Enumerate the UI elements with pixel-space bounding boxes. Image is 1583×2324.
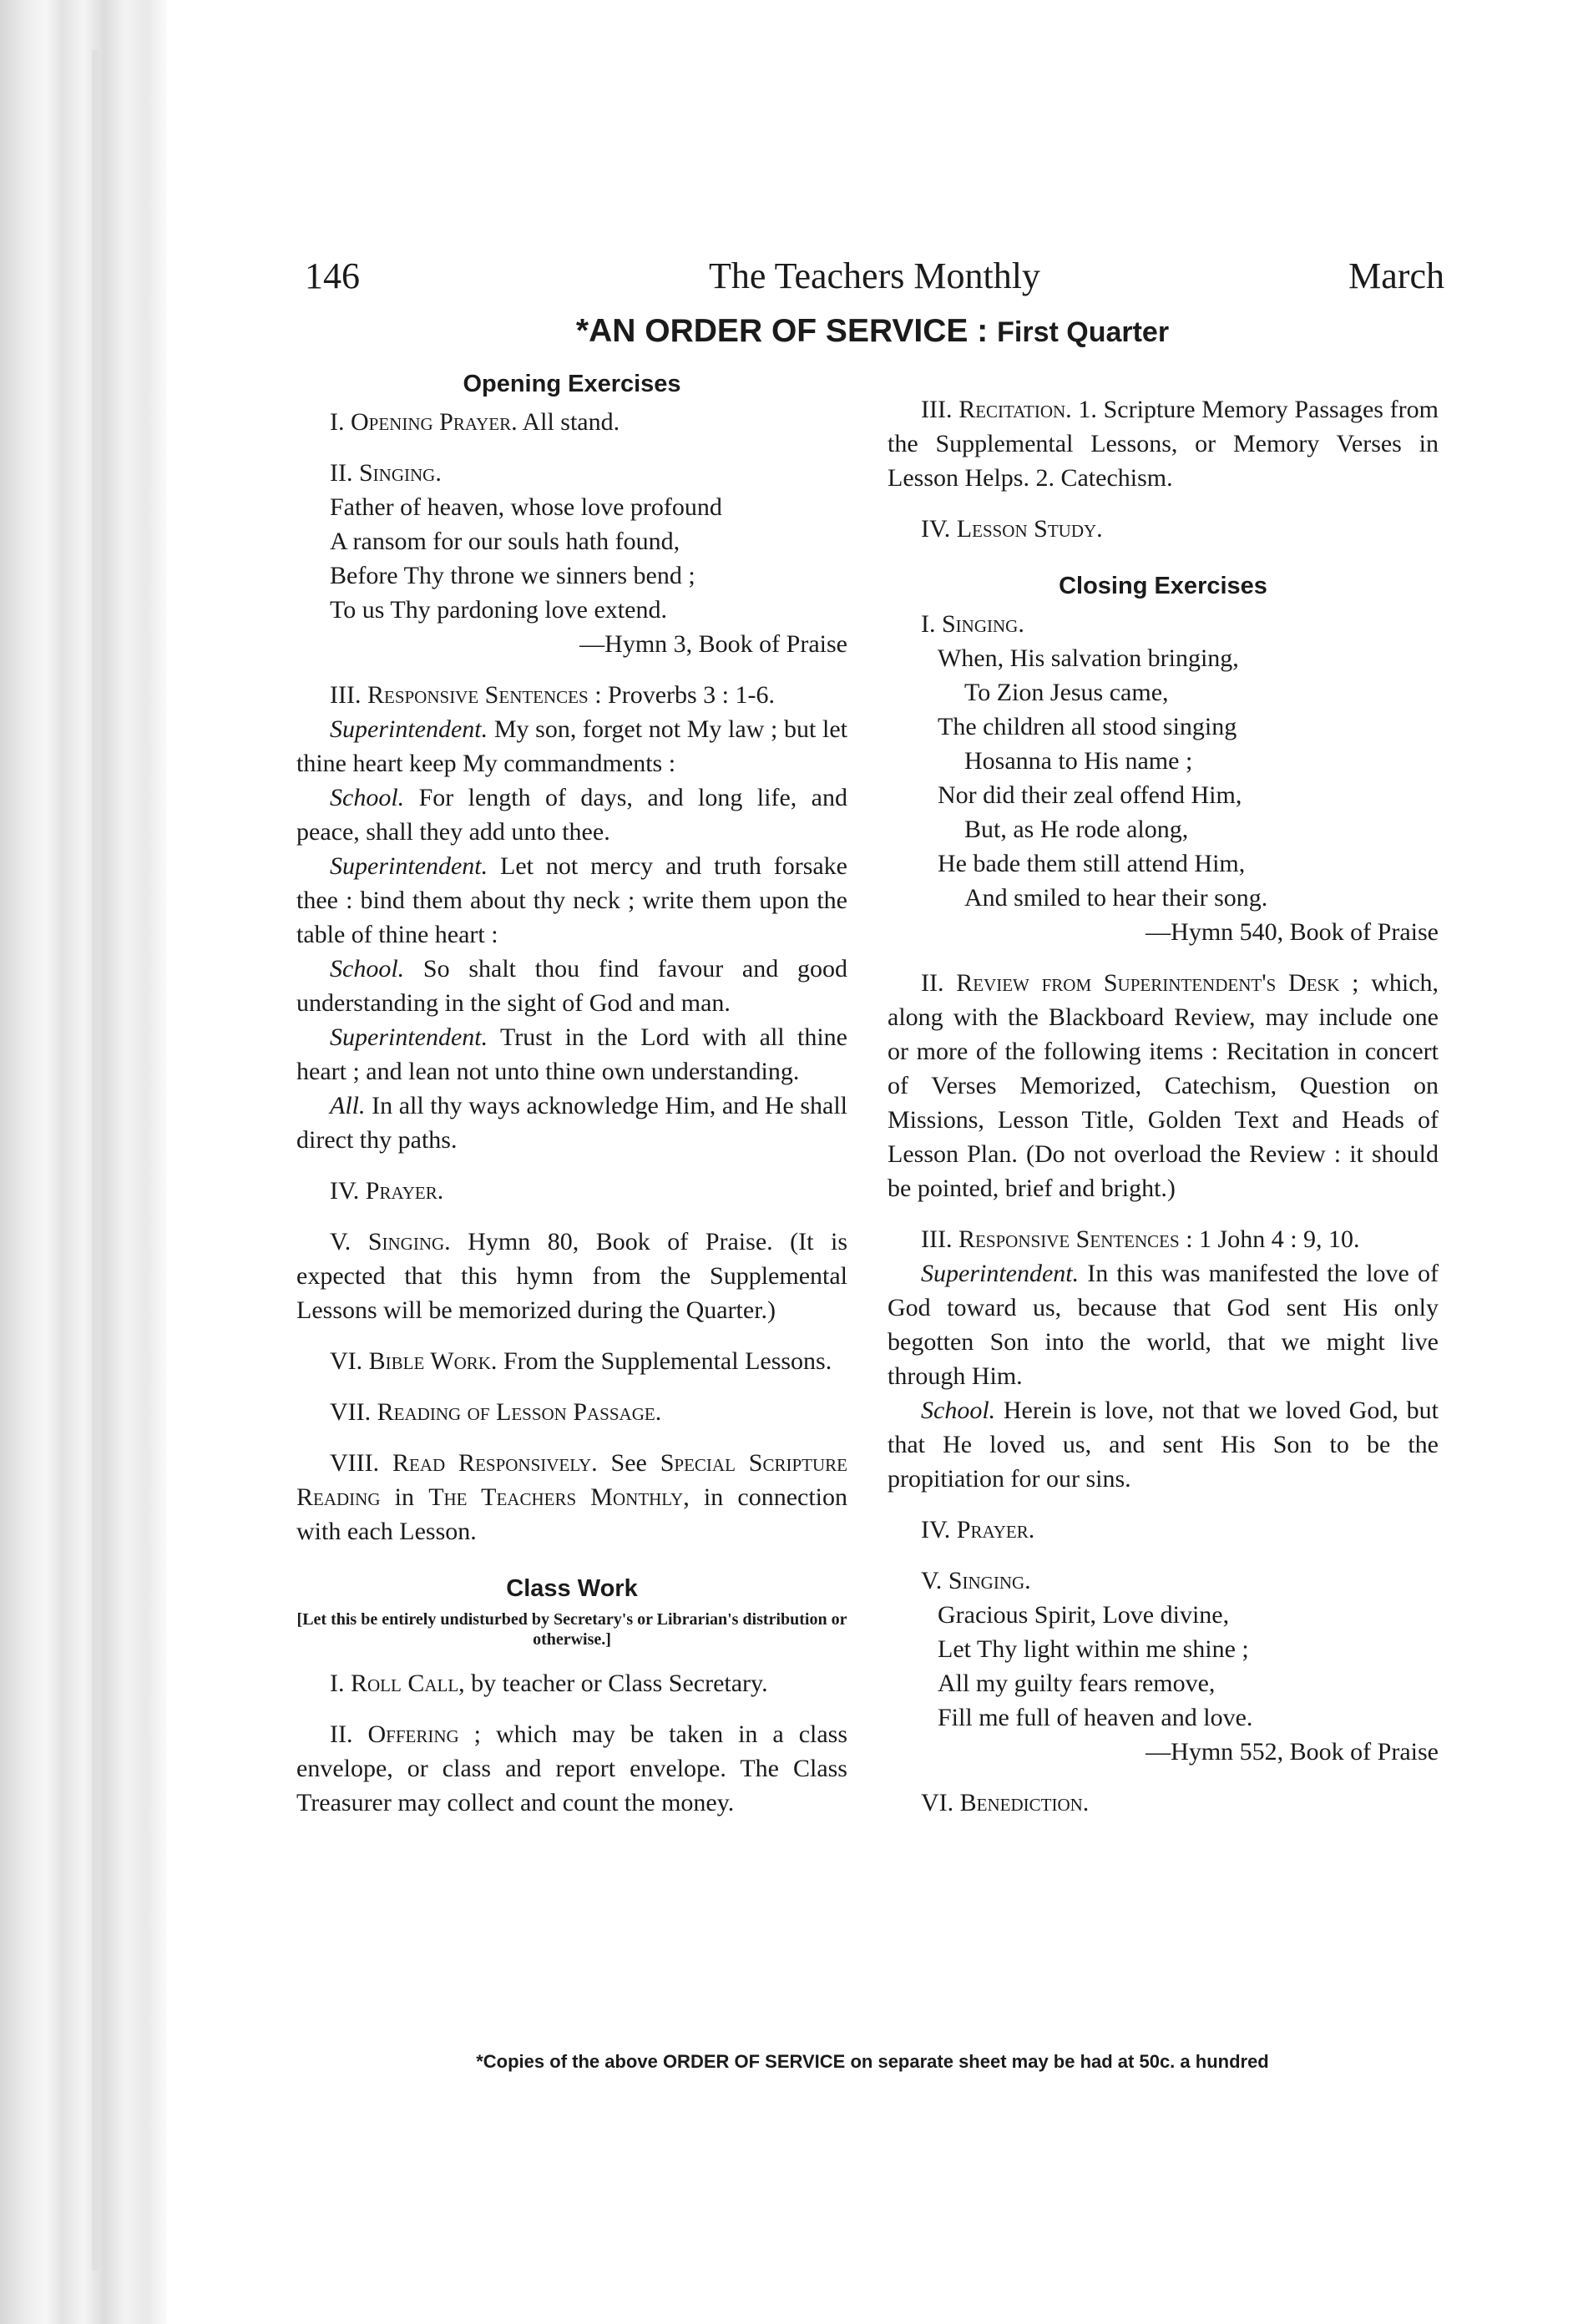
closing-item-4: IV. Prayer. xyxy=(921,1516,1035,1543)
closing-item-2: II. Review from Superintendent's Desk ; which, along with the Blackboard Review, may include one or more of the following items : Recitation in concert of Verses Memorized, Catechism, Question on Missions, Lesson Title, Golden Text and Heads of Lesson Plan. (Do not overload the Review : it should be pointed, brief and bright.) xyxy=(888,969,1439,1202)
hymn-3: Father of heaven, whose love profound A ransom for our souls hath found, Before Thy throne we sinners bend ; To us Thy pardoning love extend. —Hymn 3, Book of Praise xyxy=(330,493,847,658)
title-text: *AN ORDER OF SERVICE : xyxy=(575,313,989,349)
responsive-line: Superintendent. Trust in the Lord with all thine heart ; and lean not unto thine own understanding. xyxy=(296,1023,847,1085)
closing-item-6: VI. Benediction. xyxy=(921,1789,1090,1816)
opening-item-5: V. Singing. Hymn 80, Book of Praise. (It is expected that this hymn from the Supplemental Lessons will be memorized during the Quarter.) xyxy=(296,1228,848,1324)
responsive-line: Superintendent. Let not mercy and truth forsake thee : bind them about thy neck ; write them upon the table of thine heart : xyxy=(296,852,847,948)
responsive-line: School. Herein is love, not that we loved God, but that He loved us, and sent His Son to be the propitiation for our sins. xyxy=(888,1397,1439,1493)
classwork-heading: Class Work xyxy=(506,1575,638,1602)
opening-item-7: VII. Reading of Lesson Passage. xyxy=(330,1398,662,1426)
journal-title: The Teachers Monthly xyxy=(709,255,1040,296)
opening-item-8: VIII. Read Responsively. See Special Scripture Reading in The Teachers Monthly, in connection with each Lesson. xyxy=(296,1449,847,1545)
classwork-note: [Let this be entirely undisturbed by Secretary's or Librarian's distribution or otherwise.] xyxy=(296,1610,847,1649)
left-column xyxy=(296,367,847,1820)
opening-item-3: III. Responsive Sentences : Proverbs 3 : 1-6. xyxy=(330,681,776,709)
hymn-540: When, His salvation bringing, To Zion Jesus came, The children all stood singing Hosanna to His name ; Nor did their zeal offend Him, But, as He rode along, He bade them still attend Him, And smiled to hear their song. —Hymn 540, Book of Praise xyxy=(938,644,1439,946)
page-number: 146 xyxy=(305,255,360,296)
closing-item-5: V. Singing. xyxy=(921,1567,1031,1594)
responsive-line: All. In all thy ways acknowledge Him, and He shall direct thy paths. xyxy=(296,1092,847,1154)
book-binding xyxy=(0,0,167,2324)
opening-item-6: VI. Bible Work. From the Supplemental Lessons. xyxy=(330,1347,832,1375)
classwork-item-4: IV. Lesson Study. xyxy=(921,515,1103,543)
closing-item-1: I. Singing. xyxy=(921,610,1024,638)
responsive-line: School. For length of days, and long life, and peace, shall they add unto thee. xyxy=(296,784,847,846)
issue-month: March xyxy=(1348,255,1444,296)
classwork-item-3: III. Recitation. 1. Scripture Memory Passages from the Supplemental Lessons, or Memory Verses in Lesson Helps. 2. Catechism. xyxy=(888,396,1439,492)
opening-heading: Opening Exercises xyxy=(463,371,681,397)
opening-item-4: IV. Prayer. xyxy=(330,1177,444,1205)
responsive-line: School. So shalt thou find favour and good understanding in the sight of God and man. xyxy=(296,955,847,1017)
hymn-552: Gracious Spirit, Love divine, Let Thy light within me shine ; All my guilty fears remove, Fill me full of heaven and love. —Hymn 552, Book of Praise xyxy=(938,1601,1439,1766)
page-title xyxy=(301,313,1444,350)
classwork-item-2: II. Offering ; which may be taken in a class envelope, or class and report envelope. The Class Treasurer may collect and count the money. xyxy=(296,1720,848,1816)
right-column xyxy=(888,392,1439,1820)
opening-item-1: I. Opening Prayer. All stand. xyxy=(330,408,620,436)
closing-heading: Closing Exercises xyxy=(1059,573,1267,599)
responsive-line: Superintendent. In this was manifested the love of God toward us, because that God sent His only begotten Son into the world, that we might live through Him. xyxy=(888,1260,1439,1390)
responsive-line: Superintendent. My son, forget not My law ; but let thine heart keep My commandments : xyxy=(296,715,848,777)
opening-item-2: II. Singing. xyxy=(330,459,442,487)
footnote: *Copies of the above ORDER OF SERVICE on separate sheet may be had at 50c. a hundred xyxy=(476,2051,1269,2072)
classwork-item-1: I. Roll Call, by teacher or Class Secretary. xyxy=(330,1670,768,1697)
running-header xyxy=(305,255,1444,305)
closing-item-3: III. Responsive Sentences : 1 John 4 : 9, 10. xyxy=(921,1225,1360,1253)
page-edge xyxy=(92,50,99,2271)
title-sub: First Quarter xyxy=(997,316,1170,348)
